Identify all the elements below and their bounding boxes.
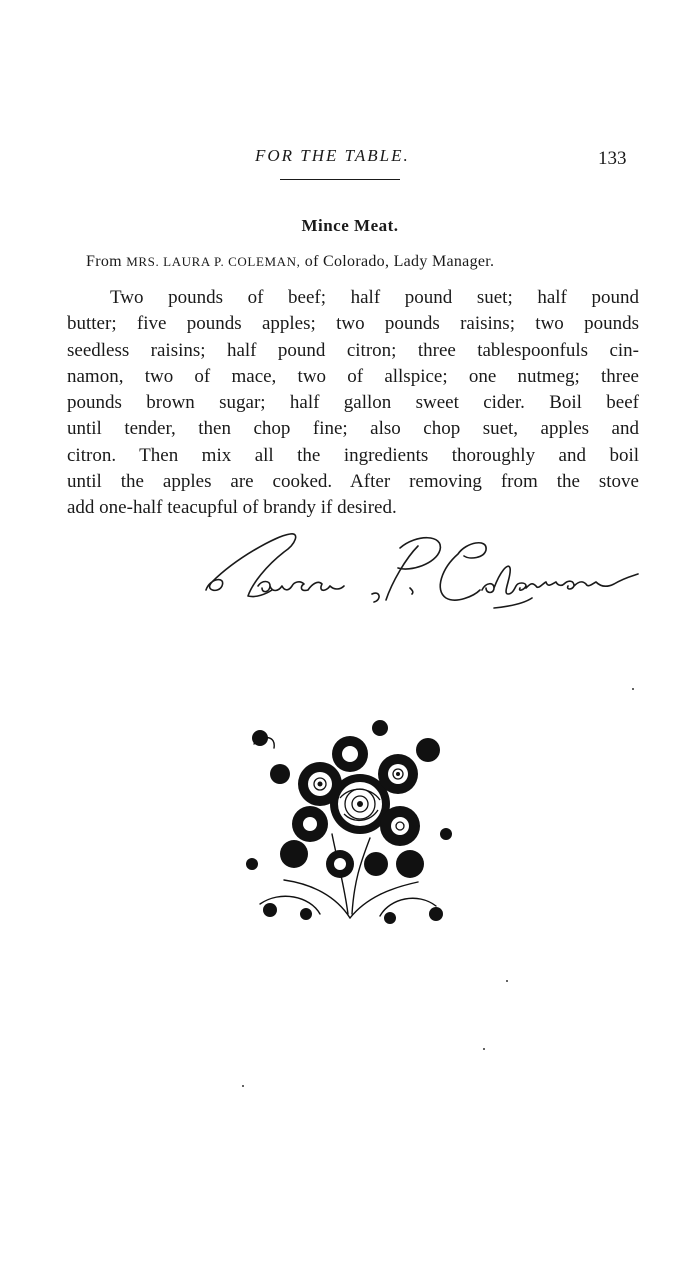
byline-suffix: of Colorado, Lady Manager. <box>304 253 495 270</box>
body-line: until the apples are cooked. After removing from the stove <box>67 471 639 493</box>
body-line: add one-half teacupful of brandy if desired. <box>67 497 397 519</box>
scan-speck <box>242 1085 244 1087</box>
running-head: FOR THE TABLE. <box>255 146 410 165</box>
body-line: namon, two of mace, two of allspice; one nutmeg; three <box>67 365 639 387</box>
recipe-body <box>67 285 639 522</box>
body-line: until tender, then chop fine; also chop suet, apples and <box>67 418 639 440</box>
page-number: 133 <box>598 148 627 169</box>
floral-ornament-image <box>240 714 456 936</box>
body-line: Two pounds of beef; half pound suet; half pound <box>110 287 639 308</box>
signature-image <box>196 528 646 612</box>
header-rule <box>280 179 400 180</box>
recipe-byline <box>86 253 646 271</box>
scan-speck <box>506 980 508 982</box>
body-line: seedless raisins; half pound citron; three tablespoonfuls cin- <box>67 339 639 361</box>
byline-prefix: From <box>86 253 122 270</box>
byline-author: MRS. LAURA P. COLEMAN, <box>126 254 301 269</box>
recipe-title: Mince Meat. <box>301 216 399 235</box>
body-line: butter; five pounds apples; two pounds raisins; two pounds <box>67 313 639 335</box>
body-line: pounds brown sugar; half gallon sweet cider. Boil beef <box>67 392 639 414</box>
body-line: citron. Then mix all the ingredients thoroughly and boil <box>67 444 639 466</box>
scan-speck <box>483 1048 485 1050</box>
scan-speck <box>632 688 634 690</box>
